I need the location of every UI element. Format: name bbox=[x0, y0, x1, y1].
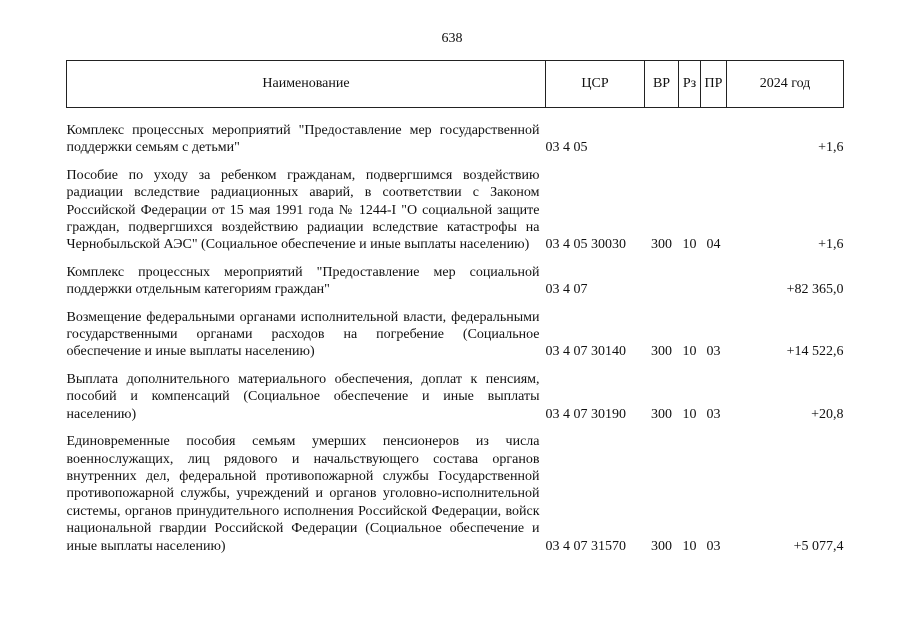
row-value: +20,8 bbox=[811, 406, 844, 422]
row-value: +1,6 bbox=[818, 237, 844, 253]
row-pr: 03 bbox=[706, 406, 721, 422]
row-vr: 300 bbox=[651, 344, 672, 360]
row-pr: 03 bbox=[706, 344, 721, 360]
budget-table bbox=[66, 60, 844, 555]
table-row bbox=[67, 433, 844, 555]
table-row bbox=[67, 309, 844, 361]
table-header-row bbox=[67, 61, 844, 108]
row-value: +14 522,6 bbox=[786, 344, 844, 360]
row-vr: 300 bbox=[651, 406, 672, 422]
header-csr: ЦСР bbox=[546, 61, 645, 108]
header-year: 2024 год bbox=[727, 61, 844, 108]
row-name: Выплата дополнительного материального обеспечения, доплат к пенсиям, пособий и компенсаций (Социальное обеспечение и иные выплаты населению) bbox=[66, 371, 540, 422]
row-csr: 03 4 07 30190 bbox=[545, 406, 626, 422]
row-pr: 03 bbox=[706, 538, 721, 554]
header-pr: ПР bbox=[701, 61, 727, 108]
row-pr bbox=[701, 122, 727, 157]
header-vr: ВР bbox=[645, 61, 679, 108]
row-vr: 300 bbox=[651, 538, 672, 554]
page-number: 638 bbox=[441, 31, 463, 46]
header-rz: Рз bbox=[679, 61, 701, 108]
row-pr bbox=[701, 264, 727, 299]
header-name: Наименование bbox=[67, 61, 546, 108]
row-name: Комплекс процессных мероприятий "Предоставление мер социальной поддержки отдельным категориям граждан" bbox=[66, 264, 540, 298]
row-vr bbox=[645, 264, 679, 299]
row-csr: 03 4 05 30030 bbox=[545, 237, 626, 253]
row-csr: 03 4 07 31570 bbox=[545, 538, 626, 554]
row-vr bbox=[645, 122, 679, 157]
row-pr: 04 bbox=[706, 237, 721, 253]
row-name: Возмещение федеральными органами исполнительной власти, федеральными государственными органами расходов на погребение (Социальное обеспечение и иные выплаты населению) bbox=[66, 309, 540, 360]
row-csr: 03 4 07 bbox=[545, 282, 588, 298]
row-rz: 10 bbox=[682, 538, 697, 554]
row-rz bbox=[679, 122, 701, 157]
row-csr: 03 4 05 bbox=[545, 140, 588, 156]
row-rz: 10 bbox=[682, 237, 697, 253]
table-row bbox=[67, 122, 844, 157]
table-row bbox=[67, 371, 844, 423]
row-rz bbox=[679, 264, 701, 299]
row-name: Пособие по уходу за ребенком гражданам, подвергшимся воздействию радиации вследствие радиационных аварий, в соответствии с Законом Российской Федерации от 15 мая 1991 года № 1244-I "О социальной защите граждан, подвергшихся воздействию радиации вследствие катастрофы на Чернобыльской АЭС" (Социальное обеспечение и иные выплаты населению) bbox=[66, 167, 540, 253]
row-vr: 300 bbox=[651, 237, 672, 253]
row-value: +1,6 bbox=[818, 140, 844, 156]
row-csr: 03 4 07 30140 bbox=[545, 344, 626, 360]
row-rz: 10 bbox=[682, 406, 697, 422]
table-row bbox=[67, 167, 844, 254]
table-row bbox=[67, 264, 844, 299]
row-value: +82 365,0 bbox=[786, 282, 844, 298]
row-value: +5 077,4 bbox=[793, 538, 844, 554]
row-rz: 10 bbox=[682, 344, 697, 360]
row-name: Единовременные пособия семьям умерших пенсионеров из числа военнослужащих, лиц рядового и начальствующего состава органов внутренних дел, федеральной противопожарной службы Государственной противопожарной службы, учреждений и органов уголовно-исполнительной системы, органов принудительного исполнения Российской Федерации, войск национальной гвардии Российской Федерации (Социальное обеспечение и иные выплаты населению) bbox=[66, 434, 540, 554]
row-name: Комплекс процессных мероприятий "Предоставление мер государственной поддержки семьям с детьми" bbox=[66, 123, 540, 156]
